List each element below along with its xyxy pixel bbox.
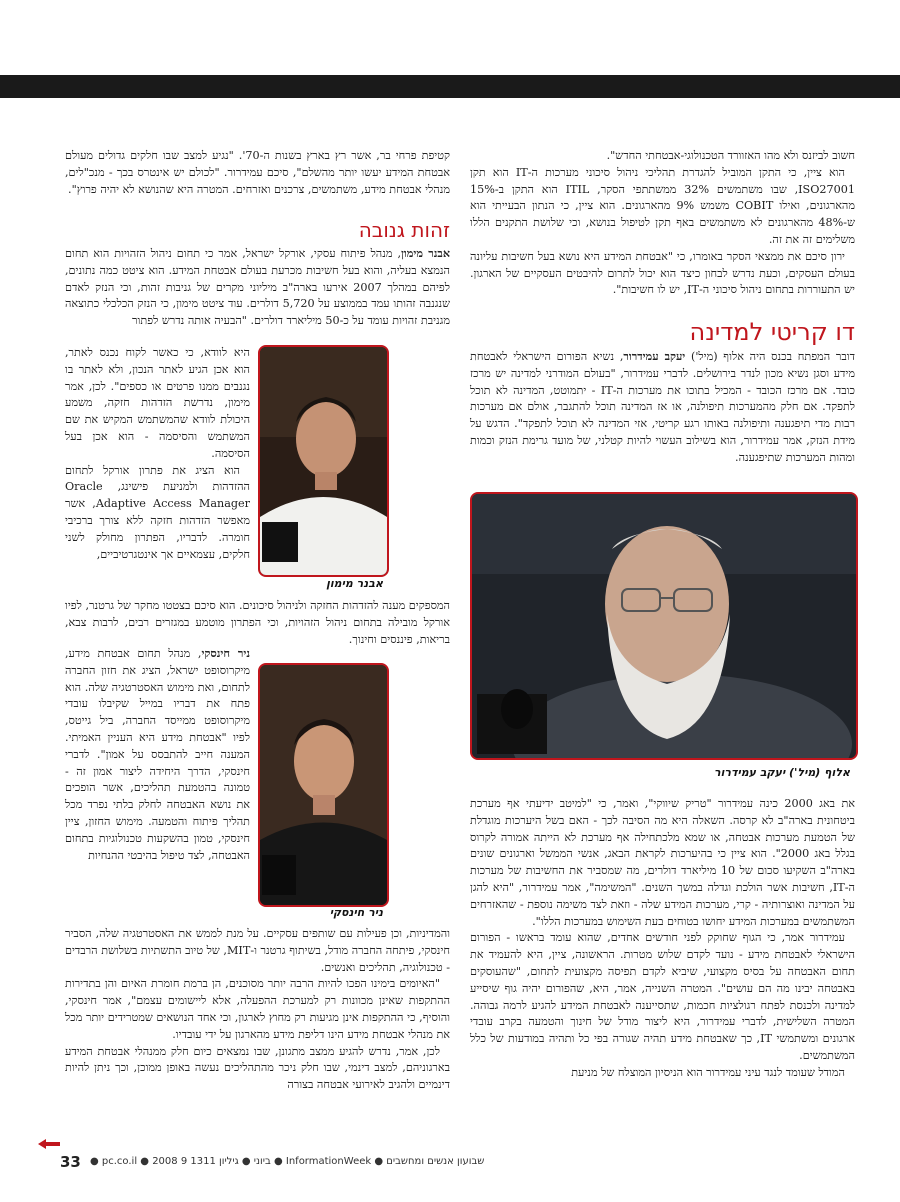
text: , נשיא הפורום הישראלי לאבטחת מידע וסגן נשיא מכון לנדר בירושלים. לדברי עמידרור, "בעולם המודרני למדינה יש מרכז כובד. אם מרכז הכובד - המכיל בתוכו את מערכות ה-IT - יתמוטט, המדינה לא תוכל לתפקד. אם חלק מהמערכות תיפולנה, או אז המדינה תוכל להתגבר, אולם אם מערכות רבות מדי תיפגענה ותיפולנה באותו רגע קריטי, אזי המדינה לא תוכל לתפקד". הדגש על מידת הנזק, אמר עמידרור, הוא בשילוב העשוי להיות קטלני, של מועד גרימת הנזק וכמות ומהות המערכות שתיפגענה. <box>470 350 856 464</box>
paragraph: עמידרור אמר, כי הגוף שחוקק לפני חודשים אחדים, שהוא עומד בראשו - הפורום הישראלי לאבטחת מידע - נועד לקדם שלוש מטרות. הראשונה, ציין, היא להעמיד את תחום האבטחה על בסיס מקצועי, שיביא לקדם תפיסה מקצועית לתחום, "שהעוסקים באבטחה יבינו מה הם עושים". המטרה השנייה, אמר, היא, שהפורום יהיה גוף שיסייע למדינה ולכנסת לפתח רגולציות חכמות, שתסייענה לאבטחת המידע להגיע לרמה גבוהה. המטרה השלישית, לדברי עמידרור, היא ליצור מודל של חינוך והטמעה בקרב עובדי ארגונים ומשתמשי IT, כך שאבטחת מידע תהיה שגורה בפי כל ותהיה במודעות של כלל המשתמשים. <box>470 931 855 1062</box>
paragraph: היא לוודא, כי כאשר לקוח נכנס לאתר, הוא אכן הגיע לאתר הנכון, ולא לאתר בו נגנבים ממנו פרטים או כספים". לכן, אמר מימון, נדרשת הזדהות חזקה, משמע היכולת לוודא שהמשתמש המקיש את שם המשתמש והסיסמה - הוא אכן בעל הסיסמה. <box>65 346 250 460</box>
left-column-avner2-cont <box>65 598 450 648</box>
right-column-top <box>470 148 855 299</box>
speaker-name: ניר חינסקי <box>201 646 250 660</box>
paragraph: קטיפת פרחי בר, אשר רץ בארץ בשנות ה-70'. "נגיע למצב שבו חלקים גדולים מעולם אבטחת המידע יעשו יותר מהשלם", סיכם עמידרור. "לכולם יש אינטרס בכך - מנכ"לים, מנהלי אבטחת מידע, משתמשים, צרכנים ואזרחים. המטרה היא שהנושא לא יהיה פרוץ". <box>65 149 450 196</box>
paragraph: את באג 2000 כינה עמידרור "טריק שיווקי", ואמר, כי "למיטב ידיעתי אף מערכת ביטחונית בארה"ב לא קרסה. השאלה היא מה הסיבה לכך - האם בשל היערכות מוגדלת של הטמעת מערכות אבטחה, או שמא מלכתחילה אף מערכת לא הייתה אמורה לקרוס בגלל באג 2000". הוא ציין כי בהיערכות לקראת הבאג, אנשי הממשל וארגונים שונים בארה"ב השקיעו סכום של 10 מיליארד דולרים, מה שמסביר את החשיבות של מערכות ה-IT, חשיבות אשר הולכת וגדלה במשך השנים. "המשימה", אמר עמידרור, "היא להגן על המדינה ואוצרותיה - קרי, מערכות המידע שלה - וזאת לצד משימה נוספת - שהאזרחים המשתמשים במערכות המידע יחושו בטוחים בעת השימוש במערכות הללו". <box>470 797 855 928</box>
paragraph <box>65 245 450 330</box>
photo-caption-nir: ניר חינסקי <box>329 906 383 919</box>
speaker-name: יעקב עמידרור <box>623 349 686 363</box>
paragraph: והמדיניות, וכן פעילות עם שותפים עסקיים. על מנת לממש את האסטרטגיה שלה, הסביר חינסקי, פיתחה החברה מודל, בשיתוף גרטנר ו-MIT, של טיוב התשתיות בשלושת הרבדים - טכנולוגיה, תהליכים ואנשים. <box>65 927 450 974</box>
page-footer <box>60 1155 860 1175</box>
right-column-lead <box>470 348 855 467</box>
paragraph <box>65 645 250 864</box>
paragraph: לכן, אמר, נדרש להגיע ממצב מתגונן, שבו נמצאים כיום חלק ממנהלי אבטחת המידע בארגוניהם, למצב דינמי, שבו חלק ניכר מהתהליכים נעשה באופן ממוכן, וכך ניתן להיות דינמיים ולהגיב לאירועי אבטחה בצורה <box>65 1044 450 1092</box>
left-column-nir-cont <box>65 926 450 1094</box>
photo-caption: אלוף (מיל') יעקב עמידרור <box>713 766 850 779</box>
right-column-bottom <box>470 796 855 1082</box>
speaker-name: אבנר מימון <box>401 246 450 260</box>
left-column-nir <box>65 645 250 864</box>
photo-nir <box>258 663 389 907</box>
continue-arrow-icon <box>38 1138 60 1150</box>
header-bar <box>0 75 900 98</box>
paragraph: הוא ציין, כי התקן המוביל להגדרת תהליכי ניהול סיכוני מערכות ה-IT הוא תקן ISO27001, שבו משתמשים 32% ממשתתפי הסקר, ITIL הוא התקן ב-15% מהארגונים, ואילו COBIT משמש 9% מהארגונים. הוא ציין, כי הנתון הבעייתי הוא ש-48% מהארגונים לא משתמשים באף תקן לטיפול בנושא, וכי שלושת התקנים הללו משלימים זה את זה. <box>470 165 855 246</box>
text: דובר המפתח בכנס היה אלוף (מיל') <box>685 350 855 363</box>
page-number: 33 <box>60 1153 81 1171</box>
paragraph: "האיומים בימינו הפכו להיות הרבה יותר מסוכנים, הן ברמת חומרת האיום והן בתדירות ההתקפות שאינן מכוונות רק למערכת ההפעלה, אלא ליישומים עצמם", אמר חינסקי, והוסיף, כי ההתקפות אינן מגיעות רק מחוץ לארגון, וכי אחד הנושאים שמטרידים יותר מכל את מנהלי אבטחת מידע הינו דליפת מידע מהארגון על ידי עובדיו. <box>65 977 450 1041</box>
paragraph: הוא הציג את פתרון אורקל לתחום ההזדהות ולמניעת פישינג, Oracle Adaptive Access Manager, אשר מאפשר הזדהות חזקה ללא צורך ברכיבי חומרה. לדבריו, הפתרון מחולק לשני חלקים, עצמאיים אך אינטגרטיביים, <box>65 463 250 561</box>
photo-avner <box>258 345 389 577</box>
footer-text: ● pc.co.il ● 2008 9 ביוני ● גיליון 1311 ● InformationWeek ● שבועון אנשים ומחשבים <box>90 1156 485 1167</box>
section-heading-identity: זהות גנובה <box>358 218 450 242</box>
left-column-avner <box>65 245 450 330</box>
section-heading-critical: דו קריטי למדינה <box>689 318 855 346</box>
left-column-top <box>65 148 450 198</box>
paragraph: ירון סיכם את ממצאי הסקר באומרו, כי "אבטחת המידע היא נושא בעל חשיבות עליונה בעולם העסקים, וכעת נדרש לבחון כיצד הוא יכול לתרום להיבטים העסקיים של הארגון. יש התעוררות בתחום ניהול סיכוני ה-IT, יש לו חשיבות". <box>470 249 855 297</box>
left-column-avner-cont <box>65 345 250 563</box>
paragraph: המודל שעומד לנגד עיני עמידרור הוא הניסיון המוצלח של מניעת <box>571 1065 845 1079</box>
paragraph: חשוב לביזנס ולא מהו האזוורד הטכנולוגי-אבטחתי החדש". <box>606 149 855 162</box>
text: , מנהל תחום אבטחת מידע, מיקרוסופט ישראל, הציג את חזון החברה לתחום, ואת מימוש האסטרטגיה שלה. הוא פתח את דבריו במייל שקיבלו עובדי מיקרוסופט ממייסד החברה, ביל גייטס, לפיו "אבטחת מידע היא העניין האמיתי. המענה חייב להתבסס על אמון". לדברי חינסקי, הדרך היחידה ליצור אמון זה - טמונה בהטמעת תהליכים, אשר הופכים את נושא האבטחה לחלק בלתי נפרד מכל תהליך פיתוח והטמעה. מימוש החזון, ציין חינסקי, טמון בהשקעות טכנולוגיות בתחום האבטחה, לצד טיפול בהיבטי ההנחיות <box>65 647 250 862</box>
paragraph <box>470 348 855 467</box>
photo-amidror <box>470 492 858 760</box>
text: , מנהל פיתוח עסקי, אורקל ישראל, אמר כי תחום ניהול הזהויות הוא תחום הנמצא בעליה, והוא בעל חשיבות מכרעת בעולם אבטחת המידע. הוא ציטט כמה נתונים, לפיהם במהלך 2007 אירעו בארה"ב מיליוני מקרים של גניבות זהות, וכי הנזק לאדם שנגנבה זהותו עמד בממוצע על 5,720 דולרים. עוד ציטט מימון, כי הנזק הכלכלי כתוצאה מגניבת זהויות עומד על כ-50 מיליארד דולרים. "הבעיה אותה נדרש לפתור <box>65 247 451 328</box>
paragraph: המספקים מענה להזדהות החזקה ולניהול סיכונים. הוא סיכם בצטטו מחקר של גרטנר, לפיו אורקל מובילה בתחום ניהול הזהויות, וכי הפתרון מוטמע במגזרים רבים, לרבות צבא, בריאות, פיננסים וחינוך. <box>65 599 450 646</box>
photo-caption-avner: אבנר מימון <box>326 577 383 590</box>
